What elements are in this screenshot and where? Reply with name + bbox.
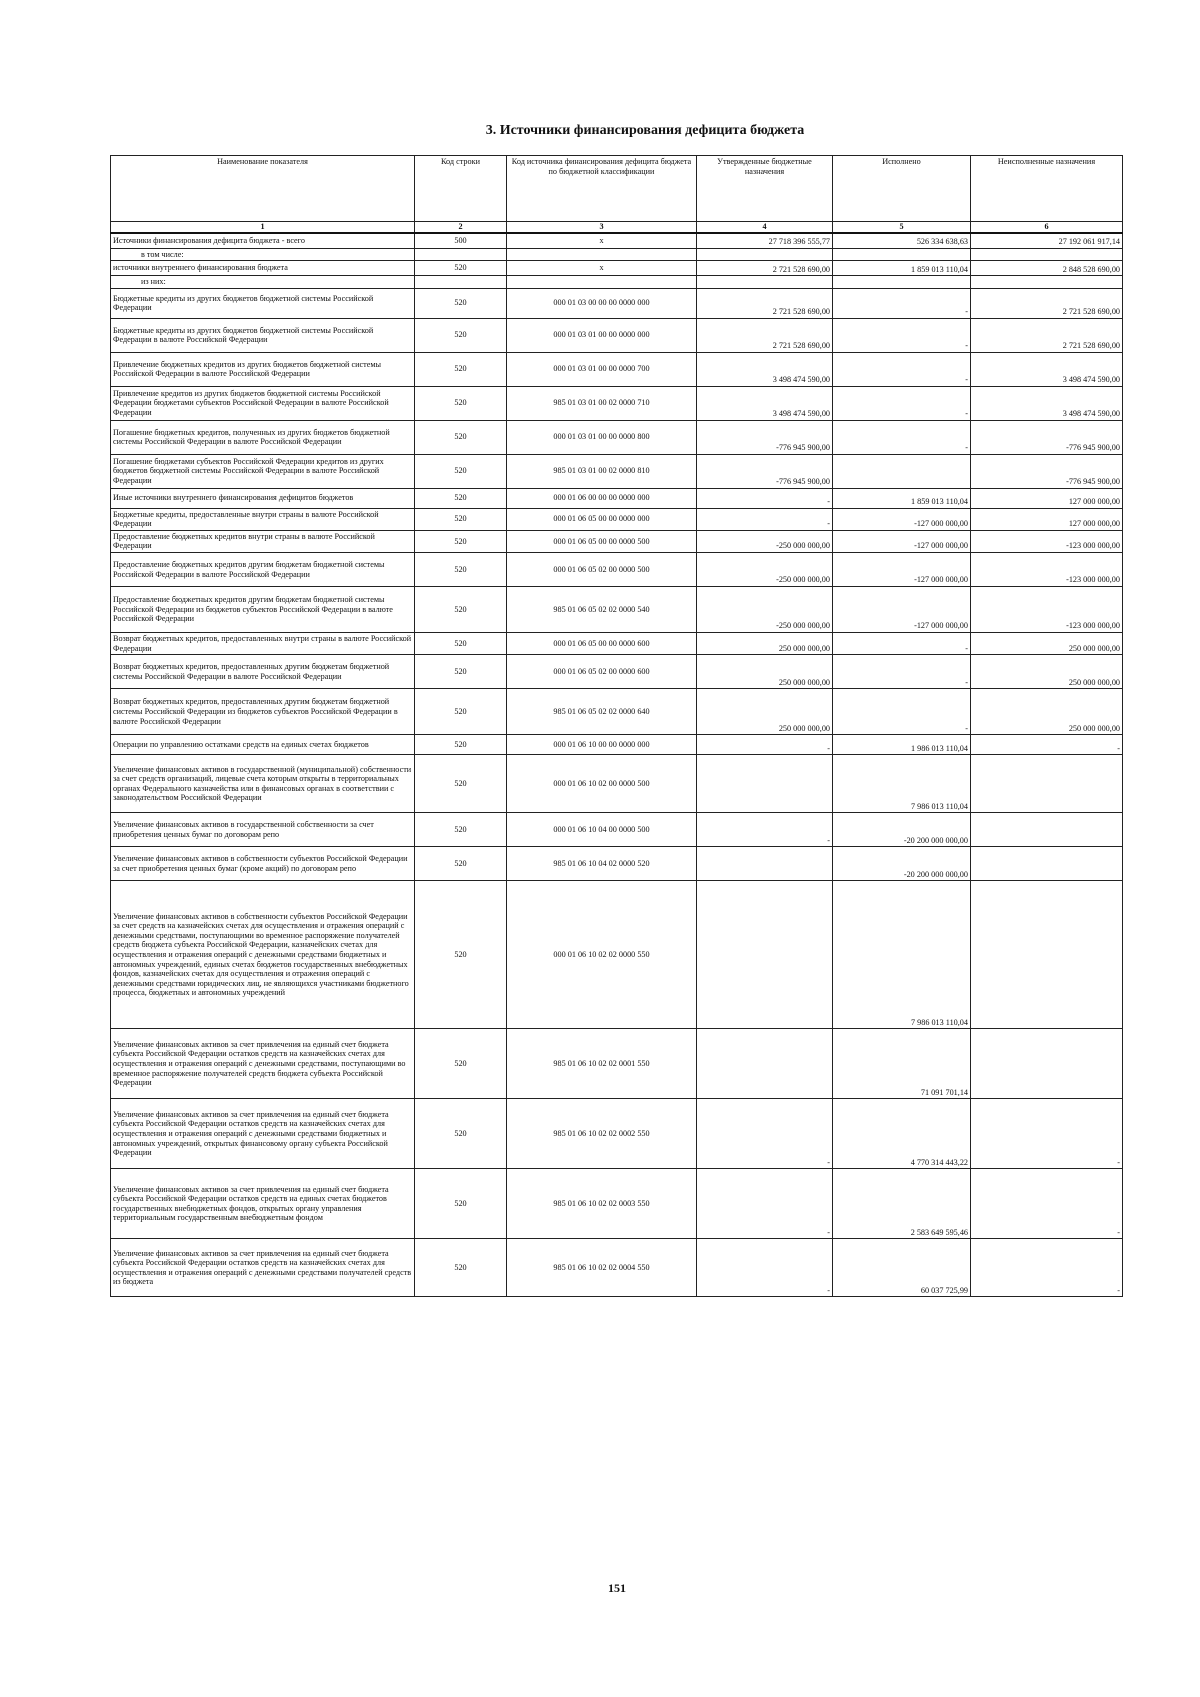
row-approved: -250 000 000,00	[697, 530, 833, 552]
row-source-code: 000 01 06 10 04 00 0000 500	[507, 813, 697, 847]
row-source-code: 000 01 06 10 00 00 0000 000	[507, 735, 697, 755]
table-row	[111, 553, 1123, 587]
row-line-code	[415, 248, 507, 261]
column-number-row	[111, 222, 1123, 234]
table-row	[111, 1029, 1123, 1099]
table-row	[111, 261, 1123, 276]
row-approved: -	[697, 508, 833, 530]
row-name: Увеличение финансовых активов в государственной (муниципальной) собственности за счет средств организаций, лицевые счета которым открыты в территориальных органах Федерального казначейства или в финансовых органах в соответствии с законодательством Российской Федерации	[111, 755, 415, 813]
row-name: Операции по управлению остатками средств на единых счетах бюджетов	[111, 735, 415, 755]
row-source-code: 985 01 06 05 02 02 0000 640	[507, 689, 697, 735]
row-source-code: 000 01 06 05 00 00 0000 600	[507, 633, 697, 655]
row-unexecuted: 127 000 000,00	[971, 488, 1123, 508]
row-approved: -	[697, 1169, 833, 1239]
row-source-code: 985 01 03 01 00 02 0000 810	[507, 454, 697, 488]
row-approved: -	[697, 1239, 833, 1297]
row-unexecuted: -123 000 000,00	[971, 553, 1123, 587]
row-unexecuted: 2 721 528 690,00	[971, 288, 1123, 318]
table-row	[111, 386, 1123, 420]
row-executed: -	[833, 288, 971, 318]
row-approved: 2 721 528 690,00	[697, 261, 833, 276]
page-number: 151	[608, 1581, 626, 1595]
row-executed: -127 000 000,00	[833, 530, 971, 552]
row-executed: -127 000 000,00	[833, 587, 971, 633]
row-executed	[833, 454, 971, 488]
row-source-code: x	[507, 233, 697, 248]
row-source-code: 000 01 06 05 00 00 0000 500	[507, 530, 697, 552]
row-line-code: 520	[415, 386, 507, 420]
table-row	[111, 488, 1123, 508]
row-unexecuted: 250 000 000,00	[971, 689, 1123, 735]
row-line-code: 520	[415, 318, 507, 352]
header-approved: Утвержденные бюджетные назначения	[697, 156, 833, 222]
row-unexecuted: -776 945 900,00	[971, 454, 1123, 488]
row-approved: -	[697, 735, 833, 755]
row-unexecuted	[971, 881, 1123, 1029]
row-unexecuted: 250 000 000,00	[971, 655, 1123, 689]
table-body	[111, 233, 1123, 1297]
row-line-code: 520	[415, 1169, 507, 1239]
row-executed: 2 583 649 595,46	[833, 1169, 971, 1239]
row-unexecuted	[971, 276, 1123, 289]
row-source-code	[507, 276, 697, 289]
table-row	[111, 233, 1123, 248]
column-number: 6	[971, 222, 1123, 234]
row-name: источники внутреннего финансирования бюджета	[111, 261, 415, 276]
row-line-code: 520	[415, 530, 507, 552]
row-unexecuted: 127 000 000,00	[971, 508, 1123, 530]
row-approved	[697, 276, 833, 289]
row-executed	[833, 248, 971, 261]
page-title: 3. Источники финансирования дефицита бюджета	[485, 123, 805, 138]
row-source-code: 000 01 06 05 02 00 0000 600	[507, 655, 697, 689]
table-row	[111, 587, 1123, 633]
row-executed: 7 986 013 110,04	[833, 881, 971, 1029]
row-executed: -	[833, 633, 971, 655]
header-unexecuted: Неисполненные назначения	[971, 156, 1123, 222]
row-name: Бюджетные кредиты из других бюджетов бюджетной системы Российской Федерации	[111, 288, 415, 318]
row-approved: 250 000 000,00	[697, 655, 833, 689]
row-unexecuted: -	[971, 1169, 1123, 1239]
row-line-code: 520	[415, 261, 507, 276]
row-approved: -	[697, 813, 833, 847]
header-line-code: Код строки	[415, 156, 507, 222]
row-approved: 3 498 474 590,00	[697, 386, 833, 420]
table-row	[111, 655, 1123, 689]
row-source-code: 985 01 06 10 04 02 0000 520	[507, 847, 697, 881]
row-unexecuted	[971, 1029, 1123, 1099]
table-row	[111, 454, 1123, 488]
row-source-code: 985 01 03 01 00 02 0000 710	[507, 386, 697, 420]
header-name: Наименование показателя	[111, 156, 415, 222]
row-approved: 250 000 000,00	[697, 689, 833, 735]
row-approved: -250 000 000,00	[697, 587, 833, 633]
row-name: Возврат бюджетных кредитов, предоставленных внутри страны в валюте Российской Федерации	[111, 633, 415, 655]
row-line-code: 520	[415, 488, 507, 508]
row-name: Увеличение финансовых активов за счет привлечения на единый счет бюджета субъекта Российской Федерации остатков средств на единых счетах бюджетов государственных внебюджетных фондов, открытых органу управления территориальным государственным внебюджетным фондом	[111, 1169, 415, 1239]
row-name: из них:	[111, 276, 415, 289]
row-executed: -	[833, 655, 971, 689]
row-approved: 250 000 000,00	[697, 633, 833, 655]
row-line-code: 520	[415, 633, 507, 655]
column-number: 4	[697, 222, 833, 234]
column-number: 1	[111, 222, 415, 234]
row-source-code: 000 01 06 10 02 00 0000 500	[507, 755, 697, 813]
row-executed	[833, 276, 971, 289]
row-name: Предоставление бюджетных кредитов внутри страны в валюте Российской Федерации	[111, 530, 415, 552]
row-unexecuted: -	[971, 1239, 1123, 1297]
row-approved: 2 721 528 690,00	[697, 318, 833, 352]
row-line-code: 520	[415, 587, 507, 633]
row-approved: -	[697, 1099, 833, 1169]
row-line-code	[415, 276, 507, 289]
column-number: 2	[415, 222, 507, 234]
table-row	[111, 813, 1123, 847]
table-row	[111, 288, 1123, 318]
row-line-code: 520	[415, 553, 507, 587]
table-row	[111, 276, 1123, 289]
row-executed: -20 200 000 000,00	[833, 847, 971, 881]
table-row	[111, 633, 1123, 655]
row-executed: 60 037 725,99	[833, 1239, 971, 1297]
table-row	[111, 508, 1123, 530]
row-source-code: 000 01 06 05 02 00 0000 500	[507, 553, 697, 587]
row-approved	[697, 847, 833, 881]
row-unexecuted: 27 192 061 917,14	[971, 233, 1123, 248]
row-executed: -	[833, 318, 971, 352]
row-approved	[697, 248, 833, 261]
row-source-code: x	[507, 261, 697, 276]
row-executed: 1 859 013 110,04	[833, 261, 971, 276]
row-executed: -	[833, 352, 971, 386]
row-source-code: 985 01 06 05 02 02 0000 540	[507, 587, 697, 633]
column-number: 5	[833, 222, 971, 234]
row-executed: 1 986 013 110,04	[833, 735, 971, 755]
row-line-code: 520	[415, 1239, 507, 1297]
row-unexecuted: -	[971, 735, 1123, 755]
row-line-code: 520	[415, 288, 507, 318]
table-row	[111, 530, 1123, 552]
row-approved: 27 718 396 555,77	[697, 233, 833, 248]
column-number: 3	[507, 222, 697, 234]
row-name: Увеличение финансовых активов в государственной собственности за счет приобретения ценных бумаг по договорам репо	[111, 813, 415, 847]
row-line-code: 520	[415, 735, 507, 755]
table-row	[111, 420, 1123, 454]
table-row	[111, 689, 1123, 735]
row-executed: -20 200 000 000,00	[833, 813, 971, 847]
row-name: Бюджетные кредиты, предоставленные внутри страны в валюте Российской Федерации	[111, 508, 415, 530]
header-executed: Исполнено	[833, 156, 971, 222]
row-unexecuted: 2 721 528 690,00	[971, 318, 1123, 352]
row-approved	[697, 881, 833, 1029]
row-executed: -	[833, 420, 971, 454]
row-unexecuted: 250 000 000,00	[971, 633, 1123, 655]
row-executed: 7 986 013 110,04	[833, 755, 971, 813]
row-line-code: 520	[415, 689, 507, 735]
row-name: Погашение бюджетами субъектов Российской Федерации кредитов из других бюджетов бюджетной системы Российской Федерации в валюте Российской Федерации	[111, 454, 415, 488]
row-name: Бюджетные кредиты из других бюджетов бюджетной системы Российской Федерации в валюте Российской Федерации	[111, 318, 415, 352]
table-row	[111, 1099, 1123, 1169]
row-unexecuted	[971, 755, 1123, 813]
row-executed: -	[833, 386, 971, 420]
row-name: Источники финансирования дефицита бюджета - всего	[111, 233, 415, 248]
row-name: Увеличение финансовых активов за счет привлечения на единый счет бюджета субъекта Российской Федерации остатков средств на казначейских счетах для осуществления и отражения операций с денежными средствами, поступающими во временное распоряжение получателей средств бюджета субъекта Российской Федерации	[111, 1029, 415, 1099]
row-unexecuted: 3 498 474 590,00	[971, 386, 1123, 420]
row-unexecuted	[971, 248, 1123, 261]
row-line-code: 520	[415, 655, 507, 689]
row-line-code: 520	[415, 813, 507, 847]
row-unexecuted: -123 000 000,00	[971, 530, 1123, 552]
row-name: Привлечение бюджетных кредитов из других бюджетов бюджетной системы Российской Федерации в валюте Российской Федерации	[111, 352, 415, 386]
row-unexecuted: -123 000 000,00	[971, 587, 1123, 633]
row-source-code: 000 01 06 00 00 00 0000 000	[507, 488, 697, 508]
row-name: Предоставление бюджетных кредитов другим бюджетам бюджетной системы Российской Федерации в валюте Российской Федерации	[111, 553, 415, 587]
row-name: Предоставление бюджетных кредитов другим бюджетам бюджетной системы Российской Федерации из бюджетов субъектов Российской Федерации в валюте Российской Федерации	[111, 587, 415, 633]
row-executed: 1 859 013 110,04	[833, 488, 971, 508]
row-unexecuted: -776 945 900,00	[971, 420, 1123, 454]
row-approved: -776 945 900,00	[697, 454, 833, 488]
table-row	[111, 881, 1123, 1029]
row-approved: -250 000 000,00	[697, 553, 833, 587]
row-source-code: 000 01 03 01 00 00 0000 700	[507, 352, 697, 386]
row-unexecuted	[971, 813, 1123, 847]
table-row	[111, 1239, 1123, 1297]
row-executed: 71 091 701,14	[833, 1029, 971, 1099]
table-row	[111, 735, 1123, 755]
row-source-code: 985 01 06 10 02 02 0004 550	[507, 1239, 697, 1297]
row-source-code: 000 01 03 00 00 00 0000 000	[507, 288, 697, 318]
row-source-code: 000 01 06 05 00 00 0000 000	[507, 508, 697, 530]
row-source-code: 000 01 06 10 02 02 0000 550	[507, 881, 697, 1029]
row-approved: -	[697, 488, 833, 508]
row-source-code: 985 01 06 10 02 02 0002 550	[507, 1099, 697, 1169]
row-line-code: 520	[415, 1099, 507, 1169]
row-name: в том числе:	[111, 248, 415, 261]
row-source-code	[507, 248, 697, 261]
deficit-financing-table	[110, 155, 1123, 1297]
row-line-code: 520	[415, 352, 507, 386]
row-unexecuted: 2 848 528 690,00	[971, 261, 1123, 276]
row-name: Привлечение кредитов из других бюджетов бюджетной системы Российской Федерации бюджетами субъектов Российской Федерации в валюте Российской Федерации	[111, 386, 415, 420]
row-name: Увеличение финансовых активов в собственности субъектов Российской Федерации за счет приобретения ценных бумаг (кроме акций) по договорам репо	[111, 847, 415, 881]
row-name: Увеличение финансовых активов за счет привлечения на единый счет бюджета субъекта Российской Федерации остатков средств на казначейских счетах для осуществления и отражения операций с денежными средствами получателей средств из бюджета	[111, 1239, 415, 1297]
row-line-code: 500	[415, 233, 507, 248]
row-name: Иные источники внутреннего финансирования дефицитов бюджетов	[111, 488, 415, 508]
row-approved	[697, 755, 833, 813]
table-row	[111, 248, 1123, 261]
row-line-code: 520	[415, 847, 507, 881]
header-source-code: Код источника финансирования дефицита бюджета по бюджетной классификации	[507, 156, 697, 222]
table-row	[111, 847, 1123, 881]
row-approved: 3 498 474 590,00	[697, 352, 833, 386]
row-executed: 4 770 314 443,22	[833, 1099, 971, 1169]
table-row	[111, 755, 1123, 813]
row-approved: -776 945 900,00	[697, 420, 833, 454]
table-row	[111, 1169, 1123, 1239]
row-line-code: 520	[415, 1029, 507, 1099]
row-line-code: 520	[415, 454, 507, 488]
row-executed: -127 000 000,00	[833, 508, 971, 530]
row-source-code: 000 01 03 01 00 00 0000 000	[507, 318, 697, 352]
row-unexecuted: 3 498 474 590,00	[971, 352, 1123, 386]
row-executed: -	[833, 689, 971, 735]
table-row	[111, 352, 1123, 386]
row-line-code: 520	[415, 420, 507, 454]
row-line-code: 520	[415, 881, 507, 1029]
row-executed: 526 334 638,63	[833, 233, 971, 248]
row-line-code: 520	[415, 755, 507, 813]
row-approved	[697, 1029, 833, 1099]
table-header-row	[111, 156, 1123, 222]
row-source-code: 000 01 03 01 00 00 0000 800	[507, 420, 697, 454]
row-unexecuted: -	[971, 1099, 1123, 1169]
row-name: Погашение бюджетных кредитов, полученных из других бюджетов бюджетной системы Российской Федерации в валюте Российской Федерации	[111, 420, 415, 454]
row-source-code: 985 01 06 10 02 02 0001 550	[507, 1029, 697, 1099]
row-approved: 2 721 528 690,00	[697, 288, 833, 318]
row-executed: -127 000 000,00	[833, 553, 971, 587]
row-name: Увеличение финансовых активов в собственности субъектов Российской Федерации за счет средств на казначейских счетах для осуществления и отражения операций с денежными средствами, поступающими во временное распоряжение получателей средств бюджета субъекта Российской Федерации, казначейских счетах для осуществления и отражения операций с денежными средствами бюджетных и автономных учреждений, единых счетах бюджетов государственных внебюджетных фондов, казначейских счетах для осуществления и отражения операций с денежными средствами юридических лиц, не являющихся участниками бюджетного процесса, бюджетных и автономных учреждений	[111, 881, 415, 1029]
row-name: Возврат бюджетных кредитов, предоставленных другим бюджетам бюджетной системы Российской Федерации в валюте Российской Федерации	[111, 655, 415, 689]
table-row	[111, 318, 1123, 352]
row-name: Возврат бюджетных кредитов, предоставленных другим бюджетам бюджетной системы Российской Федерации из бюджетов субъектов Российской Федерации в валюте Российской Федерации	[111, 689, 415, 735]
row-line-code: 520	[415, 508, 507, 530]
row-source-code: 985 01 06 10 02 02 0003 550	[507, 1169, 697, 1239]
row-name: Увеличение финансовых активов за счет привлечения на единый счет бюджета субъекта Российской Федерации остатков средств на казначейских счетах для осуществления и отражения операций с денежными средствами бюджетных и автономных учреждений, открытых финансовому органу субъекта Российской Федерации	[111, 1099, 415, 1169]
row-unexecuted	[971, 847, 1123, 881]
